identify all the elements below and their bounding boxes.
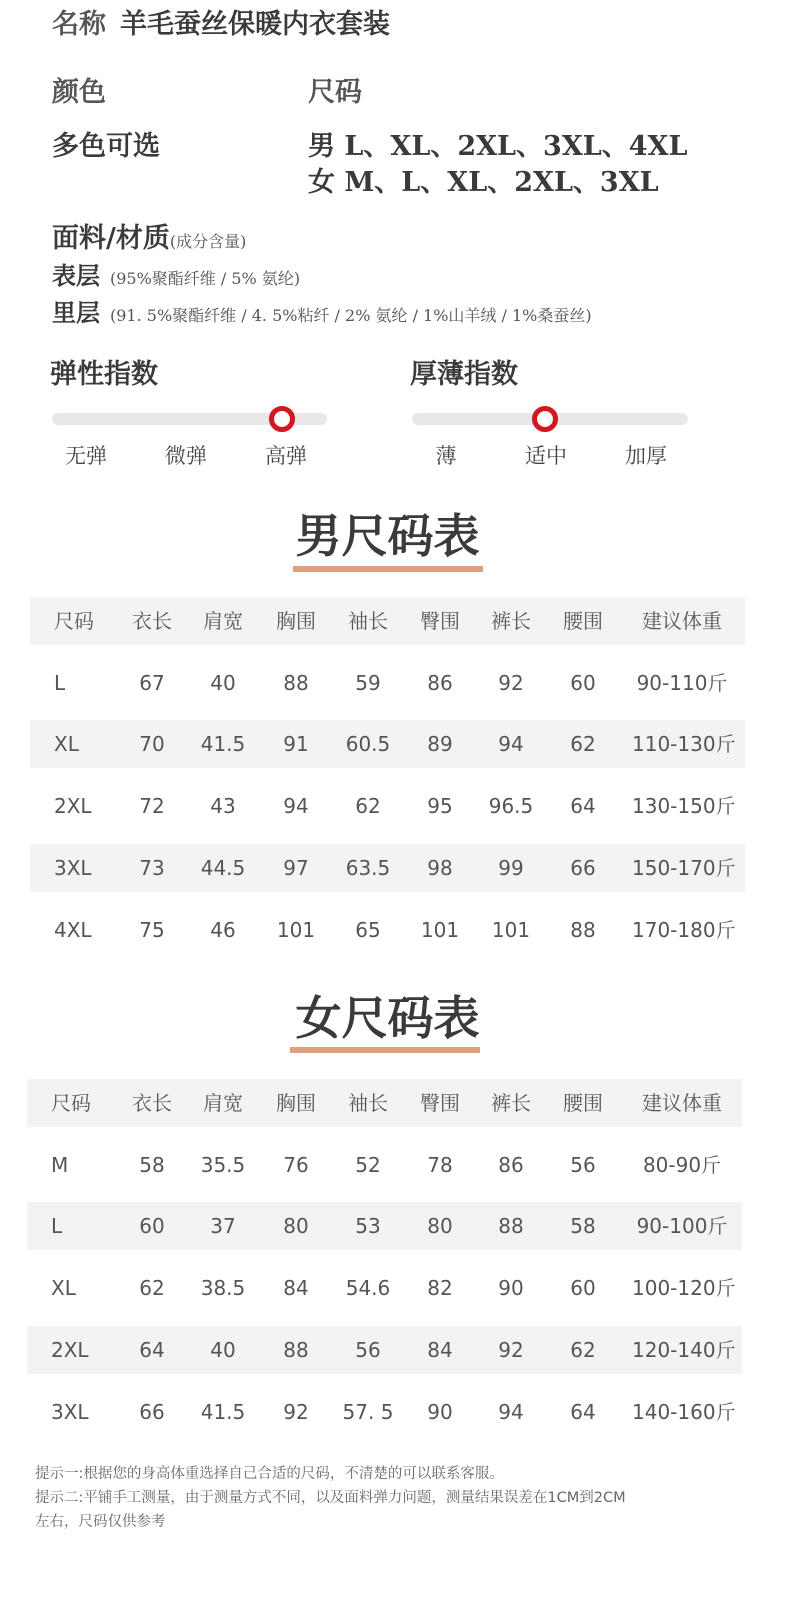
table-row	[30, 906, 745, 954]
table-cell: 80-90斤	[642, 1152, 722, 1177]
male-table-header-cell: 肩宽	[203, 609, 243, 633]
table-cell: 52	[355, 1152, 381, 1177]
female-table-header-cell: 建议体重	[642, 1091, 722, 1115]
table-cell: 54.6	[345, 1276, 391, 1301]
table-cell: 60	[570, 1276, 596, 1301]
table-cell: 88	[570, 917, 596, 942]
table-cell: 46	[210, 917, 236, 942]
elasticity-level-high: 高弹	[265, 444, 307, 468]
female-table-header-row	[27, 1079, 742, 1127]
table-row	[30, 720, 745, 768]
elasticity-level-none: 无弹	[65, 444, 107, 468]
male-table-header-cell: 袖长	[348, 609, 388, 633]
table-cell: 92	[498, 670, 524, 695]
elasticity-indicator	[269, 406, 295, 432]
table-cell: 78	[427, 1152, 453, 1177]
table-cell: 60.5	[345, 732, 391, 757]
table-cell: XL	[54, 732, 79, 757]
tip-two-line-two: 左右，尺码仅供参考	[35, 1514, 166, 1530]
tip-two-line-one: 提示二:平铺手工测量，由于测量方式不同，以及面料弹力问题，测量结果误差在1CM到2CM	[35, 1490, 626, 1506]
inner-layer-value: (91. 5%聚酯纤维 / 4. 5%粘纤 / 2% 氨纶 / 1%山羊绒 / 1%桑蚕丝)	[110, 306, 592, 325]
male-table-title: 男尺码表	[295, 509, 480, 563]
table-cell: 41.5	[200, 732, 246, 757]
table-cell: 65	[355, 917, 381, 942]
table-row	[27, 1264, 742, 1312]
table-cell: XL	[51, 1276, 76, 1301]
female-table-header-cell: 胸围	[276, 1091, 316, 1115]
table-cell: 76	[283, 1152, 309, 1177]
thickness-title: 厚薄指数	[410, 359, 518, 390]
table-cell: 94	[498, 1399, 524, 1424]
elasticity-level-mild: 微弹	[165, 444, 207, 468]
table-cell: 62	[355, 794, 381, 819]
table-cell: 90-100斤	[636, 1214, 728, 1239]
table-cell: 40	[210, 1337, 236, 1362]
male-table-header-row	[30, 597, 745, 645]
product-name-value: 羊毛蚕丝保暖内衣套装	[120, 9, 390, 40]
table-cell: 170-180斤	[632, 917, 736, 942]
female-table-header-cell: 尺码	[51, 1091, 91, 1115]
table-row	[30, 844, 745, 892]
table-cell: 3XL	[51, 1399, 89, 1424]
table-cell: 88	[283, 1337, 309, 1362]
table-row	[30, 782, 745, 830]
male-table-header-cell: 胸围	[276, 609, 316, 633]
table-cell: 90	[427, 1399, 453, 1424]
table-cell: 97	[283, 855, 309, 880]
table-cell: 90-110斤	[636, 670, 728, 695]
table-cell: 59	[355, 670, 381, 695]
table-cell: 101	[491, 917, 531, 942]
female-table-header-cell: 衣长	[132, 1091, 172, 1115]
table-cell: 88	[498, 1214, 524, 1239]
table-cell: 60	[139, 1214, 165, 1239]
table-cell: 75	[139, 917, 165, 942]
table-row	[27, 1388, 742, 1436]
table-cell: 94	[498, 732, 524, 757]
product-name-label: 名称	[52, 9, 106, 40]
table-cell: 120-140斤	[632, 1337, 736, 1362]
table-cell: M	[51, 1152, 69, 1177]
male-table-header-cell: 尺码	[54, 609, 94, 633]
table-cell: 62	[139, 1276, 165, 1301]
table-cell: 95	[427, 794, 453, 819]
table-row	[27, 1326, 742, 1374]
table-cell: 58	[570, 1214, 596, 1239]
table-cell: 58	[139, 1152, 165, 1177]
table-cell: 2XL	[51, 1337, 89, 1362]
inner-layer-line	[52, 293, 592, 328]
table-cell: 94	[283, 794, 309, 819]
female-table-header-cell: 臀围	[420, 1091, 460, 1115]
table-cell: 70	[139, 732, 165, 757]
table-cell: 57. 5	[342, 1399, 394, 1424]
table-cell: 64	[570, 794, 596, 819]
table-row	[30, 659, 745, 707]
table-cell: 66	[139, 1399, 165, 1424]
table-cell: 88	[283, 670, 309, 695]
table-cell: 2XL	[54, 794, 92, 819]
table-cell: 86	[498, 1152, 524, 1177]
female-title-underline	[290, 1047, 480, 1053]
female-table-header-cell: 裤长	[491, 1091, 531, 1115]
thickness-level-thin: 薄	[435, 444, 457, 468]
table-cell: 110-130斤	[632, 732, 736, 757]
thickness-level-thick: 加厚	[625, 444, 667, 468]
table-cell: 92	[498, 1337, 524, 1362]
thickness-level-medium: 适中	[525, 444, 567, 468]
size-label: 尺码	[308, 77, 362, 108]
table-cell: 130-150斤	[632, 794, 736, 819]
table-cell: 62	[570, 1337, 596, 1362]
fabric-label-note: (成分含量)	[169, 232, 247, 251]
table-cell: 91	[283, 732, 309, 757]
male-table-header-cell: 腰围	[563, 609, 603, 633]
male-table-header-cell: 臀围	[420, 609, 460, 633]
fabric-heading	[52, 216, 246, 255]
table-cell: 4XL	[54, 917, 92, 942]
table-cell: 37	[210, 1214, 236, 1239]
table-cell: 73	[139, 855, 165, 880]
product-name-line	[52, 2, 390, 41]
male-title-underline	[293, 566, 483, 572]
male-table-header-cell: 裤长	[491, 609, 531, 633]
table-cell: 63.5	[345, 855, 391, 880]
table-cell: 41.5	[200, 1399, 246, 1424]
size-male-value: 男 L、XL、2XL、3XL、4XL	[308, 131, 688, 162]
female-table-header-cell: 袖长	[348, 1091, 388, 1115]
table-cell: L	[54, 670, 66, 695]
table-cell: 72	[139, 794, 165, 819]
table-row	[27, 1141, 742, 1189]
male-table-header-cell: 建议体重	[642, 609, 722, 633]
table-cell: 38.5	[200, 1276, 246, 1301]
table-cell: 64	[139, 1337, 165, 1362]
color-label: 颜色	[52, 77, 106, 108]
inner-layer-label: 里层	[52, 298, 100, 327]
elasticity-title: 弹性指数	[50, 359, 158, 390]
table-cell: 66	[570, 855, 596, 880]
table-cell: 150-170斤	[632, 855, 736, 880]
table-cell: 82	[427, 1276, 453, 1301]
table-cell: 96.5	[488, 794, 534, 819]
table-cell: 99	[498, 855, 524, 880]
table-cell: 56	[355, 1337, 381, 1362]
outer-layer-label: 表层	[52, 261, 100, 290]
table-row	[27, 1202, 742, 1250]
table-cell: 90	[498, 1276, 524, 1301]
table-cell: 40	[210, 670, 236, 695]
table-cell: 80	[427, 1214, 453, 1239]
table-cell: 44.5	[200, 855, 246, 880]
table-cell: 80	[283, 1214, 309, 1239]
table-cell: 140-160斤	[632, 1399, 736, 1424]
table-cell: 43	[210, 794, 236, 819]
outer-layer-line	[52, 256, 300, 291]
table-cell: 67	[139, 670, 165, 695]
fabric-label: 面料/材质	[52, 223, 170, 254]
table-cell: 64	[570, 1399, 596, 1424]
table-cell: 92	[283, 1399, 309, 1424]
size-female-value: 女 M、L、XL、2XL、3XL	[308, 167, 659, 198]
female-table-title: 女尺码表	[295, 991, 480, 1045]
thickness-indicator	[532, 406, 558, 432]
table-cell: 98	[427, 855, 453, 880]
table-cell: 86	[427, 670, 453, 695]
table-cell: 100-120斤	[632, 1276, 736, 1301]
table-cell: 101	[276, 917, 316, 942]
female-table-header-cell: 肩宽	[203, 1091, 243, 1115]
table-cell: 56	[570, 1152, 596, 1177]
table-cell: 53	[355, 1214, 381, 1239]
table-cell: 89	[427, 732, 453, 757]
table-cell: 84	[283, 1276, 309, 1301]
table-cell: 35.5	[200, 1152, 246, 1177]
table-cell: 101	[420, 917, 460, 942]
tip-one: 提示一:根据您的身高体重选择自己合适的尺码，不清楚的可以联系客服。	[35, 1466, 504, 1482]
table-cell: 3XL	[54, 855, 92, 880]
table-cell: 84	[427, 1337, 453, 1362]
color-value: 多色可选	[52, 131, 160, 162]
male-table-header-cell: 衣长	[132, 609, 172, 633]
table-cell: 60	[570, 670, 596, 695]
outer-layer-value: (95%聚酯纤维 / 5% 氨纶)	[110, 269, 301, 288]
table-cell: L	[51, 1214, 63, 1239]
table-cell: 62	[570, 732, 596, 757]
female-table-header-cell: 腰围	[563, 1091, 603, 1115]
